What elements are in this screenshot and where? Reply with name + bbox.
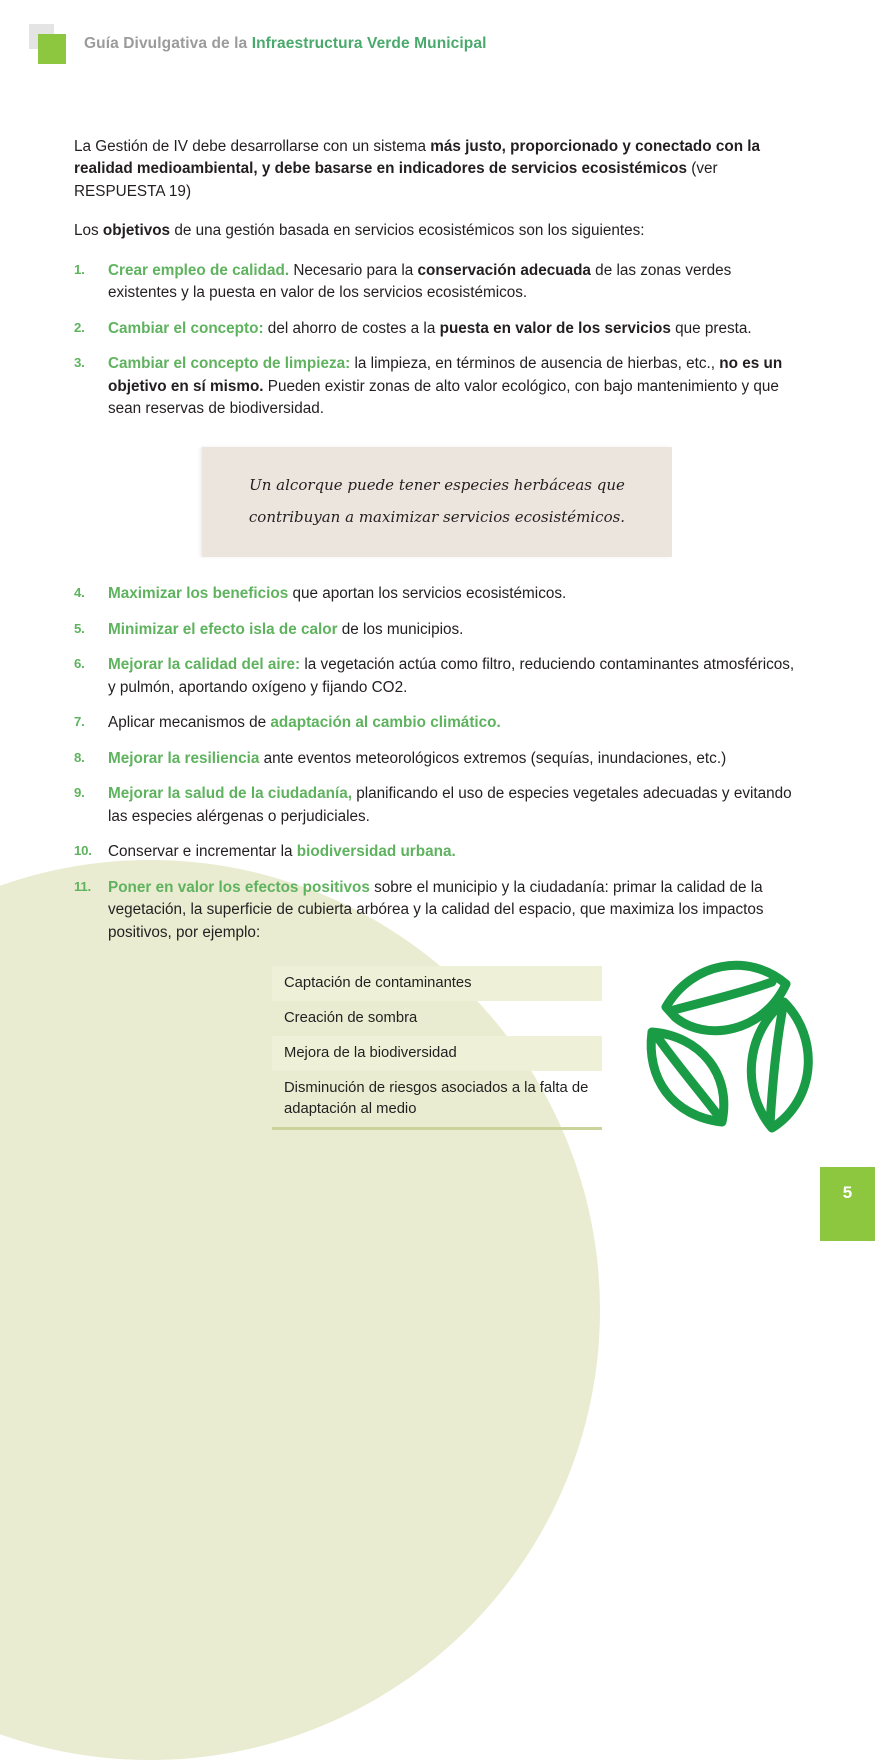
list-item-text-b: de las zonas verdes existentes y la puesta en valor de los servicios ecosistémicos. [108,261,732,302]
list-item-text-a: planificando el uso de especies vegetales adecuadas y evitando las especies alérgenas o perjudiciales. [108,785,792,825]
list-item-number: 6. [74,656,85,672]
list-item [74,748,802,770]
list-item-green-lead: Mejorar la resiliencia [108,749,260,767]
list-item-number: 10. [74,843,92,859]
table-row: Disminución de riesgos asociados a la falta de adaptación al medio [284,1080,589,1118]
list-item [74,619,802,641]
page-number: 5 [842,1183,853,1202]
page-number-badge [820,1167,875,1241]
list-item [74,877,802,944]
list-item-plain-lead: Aplicar mecanismos de [108,714,271,732]
list-item-green-lead: Cambiar el concepto: [108,319,264,337]
list-item-number: 1. [74,261,85,277]
stacked-squares-logo-icon [29,24,71,66]
table-row: Creación de sombra [284,1010,418,1027]
three-leaves-recycling-icon [644,944,824,1139]
list-item-text-a: ante eventos meteorológicos extremos (sequías, inundaciones, etc.) [259,749,727,767]
list-item [74,712,802,734]
list-item [74,260,802,305]
list-item-green-tail: biodiversidad urbana. [296,843,456,861]
header-title-green: Infraestructura Verde Municipal [251,35,487,52]
list-item [74,783,802,828]
header-title-light: Guía Divulgativa de la [84,35,252,52]
objectives-list-part1 [74,260,802,421]
list-item-text-a: la limpieza, en términos de ausencia de hierbas, etc., [350,355,720,373]
list-item-text-b: que presta. [670,319,752,337]
list-item-green-lead: Minimizar el efecto isla de calor [108,620,338,638]
table-row: Mejora de la biodiversidad [272,1036,602,1071]
list-item-number: 8. [74,749,85,765]
page-header [0,0,875,88]
list-item-green-lead: Maximizar los beneficios [108,585,289,603]
list-item-bold-mid: no es un objetivo en sí mismo. [108,355,783,395]
callout-line-1: Un alcorque puede tener especies herbáceas que [249,475,625,494]
callout-quote-box [202,447,672,558]
list-item-text-a: sobre el municipio y la ciudadanía: primar la calidad de la vegetación, la superficie de cubierta arbórea y la calidad del espacio, que maximiza los impactos positivos, por ejemplo: [108,878,764,941]
list-item-bold-mid: puesta en valor de los servicios [439,319,671,337]
list-item-number: 4. [74,585,85,601]
list-item [74,654,802,699]
list-item-green-lead: Cambiar el concepto de limpieza: [108,355,351,373]
intro-p1-bold: más justo, proporcionado y conectado con la realidad medioambiental, y debe basarse en indicadores de servicios ecosistémicos [74,138,761,178]
list-item-green-tail: adaptación al cambio climático. [270,714,501,732]
list-item-text-a: Necesario para la [289,261,418,279]
callout-line-2: contribuyan a maximizar servicios ecosistémicos. [248,508,626,527]
list-item [74,841,802,863]
list-item-number: 5. [74,620,85,636]
list-item-plain-lead: Conservar e incrementar la [108,843,297,861]
list-item-number: 7. [74,714,85,730]
intro-paragraph-1 [74,136,802,203]
benefits-section [74,966,802,1139]
page-content [74,136,802,1139]
intro-p1-part1: La Gestión de IV debe desarrollarse con un sistema [74,138,431,155]
list-item [74,583,802,605]
list-item-green-lead: Mejorar la calidad del aire: [108,656,301,674]
list-item-number: 3. [74,355,85,371]
list-item-text-a: que aportan los servicios ecosistémicos. [288,585,567,603]
list-item-green-lead: Poner en valor los efectos positivos [108,878,370,896]
objectives-list-part2 [74,583,802,944]
list-item [74,353,802,420]
list-item-green-lead: Crear empleo de calidad. [108,261,290,279]
list-item-green-lead: Mejorar la salud de la ciudadanía, [108,785,352,803]
intro-paragraph-2 [74,220,802,242]
list-item-number: 11. [74,878,92,894]
list-item-text-a: del ahorro de costes a la [263,319,440,337]
intro-p1-part2: (ver RESPUESTA 19) [74,160,718,200]
list-item-text-a: de los municipios. [337,620,464,638]
list-item-bold-mid: conservación adecuada [417,261,591,279]
list-item-number: 2. [74,319,85,335]
intro-p2-part1: Los [74,222,103,240]
table-row: Captación de contaminantes [272,966,602,1001]
list-item-text-a: la vegetación actúa como filtro, reduciendo contaminantes atmosféricos, y pulmón, aportando oxígeno y fijando CO2. [108,656,795,696]
header-title [84,35,487,53]
logo-front-square [38,34,66,64]
list-item-number: 9. [74,785,85,801]
list-item [74,318,802,340]
intro-p2-bold: objetivos [102,222,171,240]
benefits-table [272,966,602,1130]
list-item-text-b: Pueden existir zonas de alto valor ecológico, con bajo mantenimiento y que sean reservas de biodiversidad. [108,377,779,418]
intro-p2-part2: de una gestión basada en servicios ecosistémicos son los siguientes: [170,222,645,240]
